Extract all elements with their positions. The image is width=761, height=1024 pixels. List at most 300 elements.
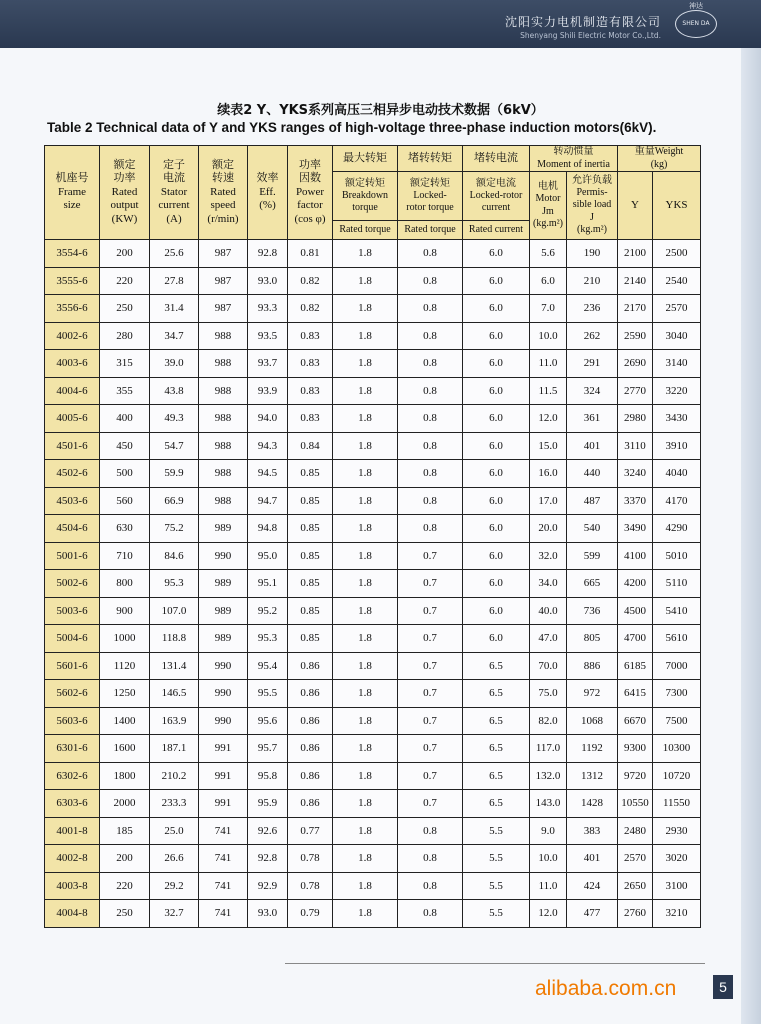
table-cell: 5.5 (463, 900, 530, 928)
table-cell: 94.5 (248, 460, 288, 488)
table-cell: 95.1 (248, 570, 288, 598)
table-cell: 3040 (653, 322, 701, 350)
table-cell: 0.7 (398, 625, 463, 653)
table-cell: 93.0 (248, 267, 288, 295)
table-cell: 0.86 (288, 680, 333, 708)
table-cell: 324 (567, 377, 618, 405)
table-cell: 6415 (618, 680, 653, 708)
table-cell: 0.7 (398, 570, 463, 598)
table-cell: 0.8 (398, 872, 463, 900)
table-row (45, 515, 701, 543)
table-cell: 1.8 (333, 377, 398, 405)
table-row (45, 900, 701, 928)
table-cell: 1.8 (333, 790, 398, 818)
table-cell: 4290 (653, 515, 701, 543)
table-cell: 3220 (653, 377, 701, 405)
table-cell: 988 (199, 350, 248, 378)
table-cell: 1250 (100, 680, 150, 708)
table-cell: 0.8 (398, 267, 463, 295)
header-rated-speed: 额定 转速 Rated speed (r/min) (199, 146, 248, 240)
table-cell: 143.0 (530, 790, 567, 818)
frame-size-cell: 5603-6 (45, 707, 100, 735)
table-cell: 710 (100, 542, 150, 570)
table-cell: 5.5 (463, 845, 530, 873)
header-locked-rotor-current: 额定电流 Locked-rotor current (463, 172, 530, 221)
table-cell: 0.8 (398, 295, 463, 323)
table-cell: 250 (100, 295, 150, 323)
table-cell: 6.0 (463, 460, 530, 488)
table-cell: 3020 (653, 845, 701, 873)
table-cell: 95.9 (248, 790, 288, 818)
table-cell: 70.0 (530, 652, 567, 680)
table-cell: 988 (199, 460, 248, 488)
table-cell: 1.8 (333, 542, 398, 570)
table-cell: 94.7 (248, 487, 288, 515)
table-cell: 262 (567, 322, 618, 350)
table-cell: 7500 (653, 707, 701, 735)
table-cell: 59.9 (150, 460, 199, 488)
table-cell: 94.3 (248, 432, 288, 460)
table-cell: 163.9 (150, 707, 199, 735)
header-motor-inertia: 电机 Motor Jm (kg.m²) (530, 172, 567, 240)
table-cell: 75.0 (530, 680, 567, 708)
frame-size-cell: 4002-8 (45, 845, 100, 873)
table-cell: 39.0 (150, 350, 199, 378)
frame-size-cell: 5001-6 (45, 542, 100, 570)
table-cell: 990 (199, 542, 248, 570)
logo-text: SHEN DA (682, 20, 710, 27)
table-cell: 741 (199, 817, 248, 845)
table-cell: 540 (567, 515, 618, 543)
table-cell: 1.8 (333, 460, 398, 488)
table-cell: 185 (100, 817, 150, 845)
table-cell: 6.5 (463, 735, 530, 763)
table-cell: 200 (100, 845, 150, 873)
table-cell: 10720 (653, 762, 701, 790)
table-cell: 2690 (618, 350, 653, 378)
table-row (45, 487, 701, 515)
table-row (45, 625, 701, 653)
table-cell: 1.8 (333, 762, 398, 790)
table-cell: 6.0 (463, 570, 530, 598)
table-cell: 2000 (100, 790, 150, 818)
table-cell: 0.83 (288, 377, 333, 405)
table-cell: 424 (567, 872, 618, 900)
table-cell: 3240 (618, 460, 653, 488)
table-cell: 131.4 (150, 652, 199, 680)
table-cell: 5.6 (530, 240, 567, 268)
table-row (45, 735, 701, 763)
table-cell: 3910 (653, 432, 701, 460)
table-cell: 95.8 (248, 762, 288, 790)
table-cell: 11.5 (530, 377, 567, 405)
table-cell: 20.0 (530, 515, 567, 543)
table-cell: 2930 (653, 817, 701, 845)
table-cell: 988 (199, 322, 248, 350)
table-cell: 2100 (618, 240, 653, 268)
table-cell: 0.86 (288, 762, 333, 790)
table-cell: 2760 (618, 900, 653, 928)
table-cell: 3140 (653, 350, 701, 378)
table-cell: 1192 (567, 735, 618, 763)
table-cell: 0.83 (288, 322, 333, 350)
table-cell: 107.0 (150, 597, 199, 625)
table-cell: 92.8 (248, 240, 288, 268)
table-cell: 27.8 (150, 267, 199, 295)
table-title-cn: 续表2 Y、YKS系列高压三相异步电动技术数据（6kV） (217, 103, 544, 118)
table-cell: 6.0 (463, 405, 530, 433)
frame-size-cell: 4501-6 (45, 432, 100, 460)
table-cell: 66.9 (150, 487, 199, 515)
table-row (45, 460, 701, 488)
table-cell: 0.85 (288, 542, 333, 570)
table-cell: 95.0 (248, 542, 288, 570)
table-cell: 0.8 (398, 432, 463, 460)
table-cell: 991 (199, 735, 248, 763)
table-cell: 3210 (653, 900, 701, 928)
table-cell: 84.6 (150, 542, 199, 570)
table-cell: 0.8 (398, 405, 463, 433)
frame-size-cell: 4002-6 (45, 322, 100, 350)
table-cell: 49.3 (150, 405, 199, 433)
table-cell: 95.3 (150, 570, 199, 598)
site-watermark: alibaba.com.cn (535, 977, 677, 1000)
table-cell: 6.5 (463, 652, 530, 680)
company-name (505, 13, 661, 40)
table-cell: 1312 (567, 762, 618, 790)
table-cell: 32.7 (150, 900, 199, 928)
footer-rule (285, 963, 705, 964)
table-cell: 47.0 (530, 625, 567, 653)
table-cell: 2540 (653, 267, 701, 295)
table-cell: 599 (567, 542, 618, 570)
table-cell: 1.8 (333, 625, 398, 653)
table-cell: 990 (199, 680, 248, 708)
table-cell: 54.7 (150, 432, 199, 460)
table-cell: 450 (100, 432, 150, 460)
table-cell: 0.7 (398, 735, 463, 763)
table-cell: 0.7 (398, 790, 463, 818)
table-cell: 0.7 (398, 762, 463, 790)
table-cell: 6.0 (530, 267, 567, 295)
frame-size-cell: 5003-6 (45, 597, 100, 625)
table-cell: 117.0 (530, 735, 567, 763)
table-cell: 315 (100, 350, 150, 378)
table-cell: 987 (199, 295, 248, 323)
table-cell: 43.8 (150, 377, 199, 405)
page-number: 5 (713, 975, 733, 999)
table-body (45, 240, 701, 928)
table-cell: 1.8 (333, 707, 398, 735)
table-cell: 886 (567, 652, 618, 680)
table-cell: 987 (199, 240, 248, 268)
table-cell: 94.8 (248, 515, 288, 543)
table-cell: 2480 (618, 817, 653, 845)
table-cell: 95.2 (248, 597, 288, 625)
table-cell: 0.81 (288, 240, 333, 268)
table-cell: 0.8 (398, 460, 463, 488)
table-cell: 0.85 (288, 460, 333, 488)
table-cell: 11550 (653, 790, 701, 818)
table-cell: 2650 (618, 872, 653, 900)
table-cell: 487 (567, 487, 618, 515)
frame-size-cell: 4005-6 (45, 405, 100, 433)
table-row (45, 845, 701, 873)
table-cell: 0.77 (288, 817, 333, 845)
table-cell: 0.78 (288, 872, 333, 900)
table-cell: 988 (199, 405, 248, 433)
table-cell: 1.8 (333, 267, 398, 295)
frame-size-cell: 5002-6 (45, 570, 100, 598)
table-cell: 200 (100, 240, 150, 268)
header-locked-current-top: 堵转电流 (463, 146, 530, 172)
table-cell: 2570 (653, 295, 701, 323)
table-cell: 800 (100, 570, 150, 598)
table-cell: 4200 (618, 570, 653, 598)
table-cell: 146.5 (150, 680, 199, 708)
table-cell: 1.8 (333, 322, 398, 350)
table-cell: 1.8 (333, 735, 398, 763)
table-cell: 0.8 (398, 817, 463, 845)
table-cell: 280 (100, 322, 150, 350)
table-cell: 9300 (618, 735, 653, 763)
table-cell: 0.7 (398, 652, 463, 680)
table-cell: 92.9 (248, 872, 288, 900)
table-cell: 736 (567, 597, 618, 625)
table-cell: 10300 (653, 735, 701, 763)
frame-size-cell: 6303-6 (45, 790, 100, 818)
table-row (45, 872, 701, 900)
table-cell: 3490 (618, 515, 653, 543)
table-cell: 190 (567, 240, 618, 268)
table-cell: 25.0 (150, 817, 199, 845)
table-cell: 1068 (567, 707, 618, 735)
table-cell: 1.8 (333, 515, 398, 543)
table-cell: 6.5 (463, 680, 530, 708)
frame-size-cell: 4502-6 (45, 460, 100, 488)
table-cell: 15.0 (530, 432, 567, 460)
table-cell: 2590 (618, 322, 653, 350)
table-cell: 5.5 (463, 872, 530, 900)
table-cell: 361 (567, 405, 618, 433)
table-cell: 0.85 (288, 597, 333, 625)
table-row (45, 597, 701, 625)
table-cell: 75.2 (150, 515, 199, 543)
table-cell: 32.0 (530, 542, 567, 570)
table-cell: 0.7 (398, 680, 463, 708)
table-cell: 972 (567, 680, 618, 708)
table-cell: 0.84 (288, 432, 333, 460)
table-cell: 4700 (618, 625, 653, 653)
table-row (45, 350, 701, 378)
header-frame-size: 机座号 Frame size (45, 146, 100, 240)
table-cell: 991 (199, 762, 248, 790)
table-cell: 95.3 (248, 625, 288, 653)
table-cell: 355 (100, 377, 150, 405)
table-cell: 10.0 (530, 845, 567, 873)
frame-size-cell: 3556-6 (45, 295, 100, 323)
header-locked-torque-top: 堵转转矩 (398, 146, 463, 172)
table-cell: 12.0 (530, 405, 567, 433)
table-cell: 11.0 (530, 350, 567, 378)
table-cell: 94.0 (248, 405, 288, 433)
table-cell: 0.7 (398, 597, 463, 625)
table-cell: 236 (567, 295, 618, 323)
table-cell: 93.0 (248, 900, 288, 928)
table-cell: 2500 (653, 240, 701, 268)
header-rated-output: 额定 功率 Rated output (KW) (100, 146, 150, 240)
header-load-inertia: 允许负载 Permis- sible load J (kg.m²) (567, 172, 618, 240)
table-cell: 220 (100, 267, 150, 295)
table-cell: 6.0 (463, 542, 530, 570)
table-cell: 2980 (618, 405, 653, 433)
table-cell: 93.3 (248, 295, 288, 323)
table-cell: 291 (567, 350, 618, 378)
table-cell: 0.8 (398, 487, 463, 515)
table-cell: 1.8 (333, 295, 398, 323)
table-cell: 82.0 (530, 707, 567, 735)
table-cell: 989 (199, 597, 248, 625)
table-cell: 6.0 (463, 350, 530, 378)
table-cell: 477 (567, 900, 618, 928)
header-locked-rotor-torque: 额定转矩 Locked- rotor torque (398, 172, 463, 221)
table-cell: 1.8 (333, 432, 398, 460)
table-cell: 40.0 (530, 597, 567, 625)
frame-size-cell: 4504-6 (45, 515, 100, 543)
table-cell: 1.8 (333, 350, 398, 378)
table-cell: 0.7 (398, 542, 463, 570)
logo-mark: 神达 (689, 2, 703, 10)
table-cell: 990 (199, 652, 248, 680)
table-cell: 93.7 (248, 350, 288, 378)
table-cell: 0.86 (288, 707, 333, 735)
table-cell: 1600 (100, 735, 150, 763)
table-cell: 9.0 (530, 817, 567, 845)
table-cell: 10.0 (530, 322, 567, 350)
table-row (45, 652, 701, 680)
frame-size-cell: 3555-6 (45, 267, 100, 295)
table-row (45, 240, 701, 268)
table-cell: 132.0 (530, 762, 567, 790)
table-row (45, 295, 701, 323)
table-row (45, 680, 701, 708)
header-breakdown-rated-torque: Rated torque (333, 221, 398, 240)
table-cell: 1120 (100, 652, 150, 680)
table-cell: 805 (567, 625, 618, 653)
table-cell: 5.5 (463, 817, 530, 845)
table-cell: 0.85 (288, 625, 333, 653)
table-cell: 989 (199, 625, 248, 653)
table-cell: 0.8 (398, 377, 463, 405)
header-locked-rated-current: Rated current (463, 221, 530, 240)
table-cell: 220 (100, 872, 150, 900)
table-cell: 0.8 (398, 350, 463, 378)
table-cell: 2570 (618, 845, 653, 873)
table-cell: 210 (567, 267, 618, 295)
table-cell: 0.85 (288, 487, 333, 515)
table-cell: 210.2 (150, 762, 199, 790)
table-cell: 6.0 (463, 597, 530, 625)
table-cell: 1.8 (333, 872, 398, 900)
table-cell: 630 (100, 515, 150, 543)
table-cell: 6.5 (463, 762, 530, 790)
table-row (45, 570, 701, 598)
table-cell: 17.0 (530, 487, 567, 515)
table-cell: 92.6 (248, 817, 288, 845)
table-cell: 93.5 (248, 322, 288, 350)
table-cell: 4040 (653, 460, 701, 488)
table-cell: 560 (100, 487, 150, 515)
table-cell: 6670 (618, 707, 653, 735)
table-cell: 900 (100, 597, 150, 625)
page-edge-band (741, 48, 761, 1024)
table-cell: 95.7 (248, 735, 288, 763)
table-cell: 233.3 (150, 790, 199, 818)
table-cell: 988 (199, 487, 248, 515)
table-cell: 0.8 (398, 515, 463, 543)
frame-size-cell: 6301-6 (45, 735, 100, 763)
header-efficiency: 效率 Eff. (%) (248, 146, 288, 240)
table-cell: 401 (567, 845, 618, 873)
table-cell: 3370 (618, 487, 653, 515)
table-cell: 400 (100, 405, 150, 433)
table-cell: 0.8 (398, 900, 463, 928)
table-cell: 991 (199, 790, 248, 818)
table-cell: 0.8 (398, 240, 463, 268)
table-cell: 4500 (618, 597, 653, 625)
frame-size-cell: 4003-6 (45, 350, 100, 378)
table-cell: 6.5 (463, 790, 530, 818)
table-cell: 0.83 (288, 405, 333, 433)
table-row (45, 267, 701, 295)
table-cell: 0.83 (288, 350, 333, 378)
table-cell: 7300 (653, 680, 701, 708)
table-row (45, 377, 701, 405)
table-cell: 6.0 (463, 432, 530, 460)
table-cell: 0.7 (398, 707, 463, 735)
table-row (45, 707, 701, 735)
frame-size-cell: 4001-8 (45, 817, 100, 845)
table-cell: 0.8 (398, 322, 463, 350)
header-locked-rated-torque: Rated torque (398, 221, 463, 240)
table-row (45, 790, 701, 818)
table-cell: 95.6 (248, 707, 288, 735)
table-cell: 0.85 (288, 570, 333, 598)
table-cell: 0.78 (288, 845, 333, 873)
table-cell: 0.86 (288, 652, 333, 680)
table-cell: 4100 (618, 542, 653, 570)
table-cell: 1.8 (333, 845, 398, 873)
table-cell: 988 (199, 432, 248, 460)
table-row (45, 542, 701, 570)
table-row (45, 322, 701, 350)
header-weight-y: Y (618, 172, 653, 240)
table-cell: 16.0 (530, 460, 567, 488)
table-cell: 26.6 (150, 845, 199, 873)
table-cell: 440 (567, 460, 618, 488)
table-cell: 7000 (653, 652, 701, 680)
table-cell: 2140 (618, 267, 653, 295)
table-cell: 401 (567, 432, 618, 460)
table-cell: 1.8 (333, 570, 398, 598)
table-cell: 500 (100, 460, 150, 488)
header-stator-current: 定子 电流 Stator current (A) (150, 146, 199, 240)
table-cell: 0.82 (288, 267, 333, 295)
table-cell: 5610 (653, 625, 701, 653)
table-cell: 1.8 (333, 680, 398, 708)
frame-size-cell: 5004-6 (45, 625, 100, 653)
table-cell: 5110 (653, 570, 701, 598)
